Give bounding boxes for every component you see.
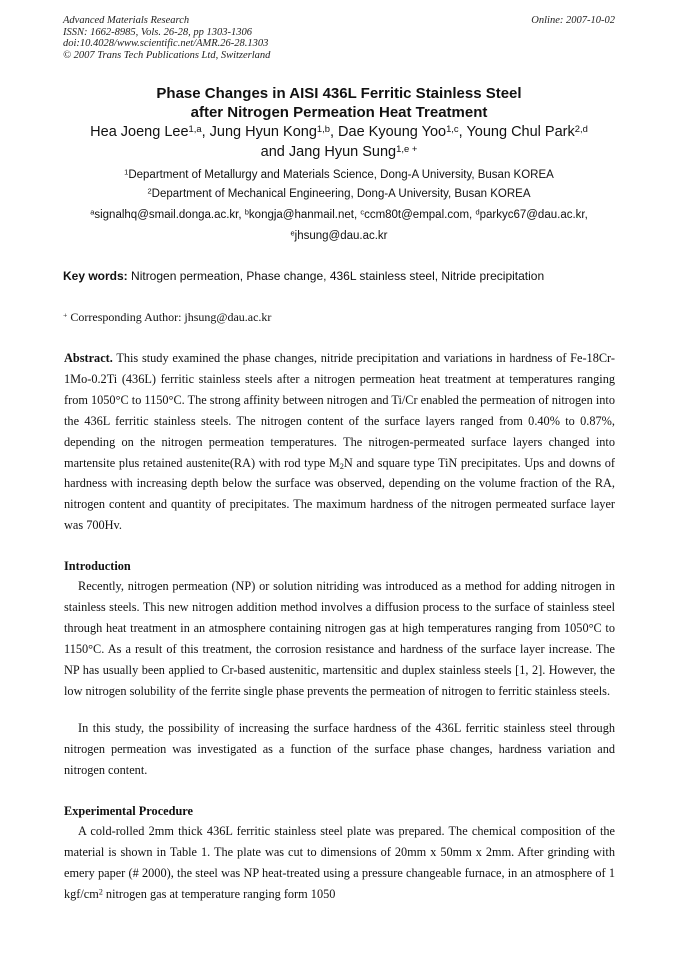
email-list-cont xyxy=(30,229,648,243)
author-affiliation-mark: 2,d xyxy=(574,122,588,134)
author-affiliation-mark: 1,b xyxy=(316,122,330,134)
email-mark: d xyxy=(475,207,480,217)
introduction-heading: Introduction xyxy=(64,559,131,573)
affiliation-number: 1 xyxy=(124,167,129,177)
author-affiliation-mark: 1,c xyxy=(446,122,459,134)
experimental-paragraph-1 xyxy=(64,821,615,905)
email-mark: e xyxy=(290,228,295,238)
introduction-paragraph-1: Recently, nitrogen permeation (NP) or solution nitriding was introduced as a method for adding nitrogen in stainless steels. This new nitrogen addition method involves a diffusion process to the surface of stainless steel through heat treatment in an atmosphere containing nitrogen gas at high temperatures ranging from 1050°C to 1150°C. As a result of this treatment, the corrosion resistance and hardness of the surface layer increase. The NP has usually been applied to Cr-based austenitic, martensitic and duplex stainless steels [1, 2]. However, the low nitrogen solubility of the ferrite single phase prevents the permeation of nitrogen to ferritic stainless steels. xyxy=(64,579,615,698)
author-name: Young Chul Park xyxy=(466,124,575,140)
copyright-line: © 2007 Trans Tech Publications Ltd, Switzerland xyxy=(63,49,271,61)
author-list-cont xyxy=(30,143,648,162)
online-date: Online: 2007-10-02 xyxy=(531,15,615,26)
keywords xyxy=(63,269,623,283)
abstract-text: This study examined the phase changes, nitride precipitation and variations in hardness of Fe-18Cr-1Mo-0.2Ti (436L) ferritic stainless steels after a nitrogen permeation heat treatment at temperatures ranging from 1050°C to 1150°C. The strong affinity between nitrogen and Ti/Cr enabled the permeation of nitrogen into the 436L ferritic stainless steels. The nitrogen content of the surface layers ranged from 0.40% to 0.87%, depending on the nitrogen permeation temperatures. The nitrogen-permeated surface layers changed into martensite plus retained austenite(RA) with rod type M xyxy=(64,351,615,470)
email-d: parkyc67@dau.ac.kr, xyxy=(479,209,588,221)
abstract-text-cont: N and square type TiN precipitates. Ups and downs of hardness with increasing depth below the surface was observed, depending on the volume fraction of the RA, nitrogen content and quantity of precipitates. The maximum hardness of the nitrogen permeated surface layer was 700Hv. xyxy=(64,455,615,533)
email-list xyxy=(30,208,648,222)
author-affiliation-mark: 1,a xyxy=(188,122,202,134)
journal-header xyxy=(63,15,270,61)
email-c: ccm80t@empal.com, xyxy=(364,209,476,221)
corresponding-mark: + xyxy=(63,310,68,320)
email-mark: c xyxy=(360,207,365,217)
experimental-superscript: 2 xyxy=(98,887,103,897)
experimental-text: A cold-rolled 2mm thick 436L ferritic stainless steel plate was prepared. The chemical composition of the material is shown in Table 1. The plate was cut to dimensions of 20mm x 50mm x 2mm. After grinding with emery paper (# 2000), the steel was NP heat-treated using a pressure changeable furnace, in an atmosphere of 1 kgf/cm xyxy=(64,824,615,901)
abstract-subscript: 2 xyxy=(339,461,344,471)
abstract-label: Abstract. xyxy=(64,351,113,365)
author-list: Hea Joeng Lee$^{1,a}$, Jung Hyun Kong$^{1,b}$, Dae Kyoung Yoo$^{1,c}$, Young Chul Park$^{2,d}$ xyxy=(90,122,588,140)
email-a: signalhq@smail.donga.ac.kr, xyxy=(94,209,245,221)
email-mark: b xyxy=(244,207,249,217)
author-name: Hea Joeng Lee xyxy=(90,124,189,140)
doi-line: doi:10.4028/www.scientific.net/AMR.26-28.1303 xyxy=(63,38,269,49)
issn-line: ISSN: 1662-8985, Vols. 26-28, pp 1303-1306 xyxy=(63,26,252,38)
keywords-label: Key words: xyxy=(63,269,128,283)
experimental-text-cont: nitrogen gas at temperature ranging form 1050 xyxy=(102,886,336,901)
corresponding-author xyxy=(63,310,271,324)
experimental-heading: Experimental Procedure xyxy=(64,804,193,818)
author-name: Dae Kyoung Yoo xyxy=(338,124,447,140)
email-b: kongja@hanmail.net, xyxy=(248,209,361,221)
author-name: Jung Hyun Kong xyxy=(209,124,317,140)
author-and: and xyxy=(260,144,285,160)
email-e: jhsung@dau.ac.kr xyxy=(294,230,388,242)
author-affiliation-mark: 1,e + xyxy=(396,142,418,154)
journal-name: Advanced Materials Research xyxy=(63,15,190,26)
affiliation-text: Department of Mechanical Engineering, Dong-A University, Busan KOREA xyxy=(151,188,531,200)
email-mark: a xyxy=(90,207,95,217)
affiliation-2 xyxy=(30,187,648,201)
keywords-text: Nitrogen permeation, Phase change, 436L stainless steel, Nitride precipitation xyxy=(127,269,545,283)
abstract xyxy=(64,348,615,536)
author-name: Jang Hyun Sung xyxy=(288,144,397,160)
affiliation-1 xyxy=(30,168,648,182)
paper-title-line1: Phase Changes in AISI 436L Ferritic Stainless Steel xyxy=(156,85,522,102)
corresponding-text: Corresponding Author: jhsung@dau.ac.kr xyxy=(67,310,272,324)
introduction-paragraph-2: In this study, the possibility of increasing the surface hardness of the 436L ferritic stainless steel through nitrogen permeation was investigated as a function of the surface phase changes, hardness variation and nitrogen content. xyxy=(64,721,615,777)
paper-title-line2: after Nitrogen Permeation Heat Treatment xyxy=(190,104,488,121)
affiliation-text: Department of Metallurgy and Materials Science, Dong-A University, Busan KOREA xyxy=(128,169,554,181)
affiliation-number: 2 xyxy=(147,186,152,196)
